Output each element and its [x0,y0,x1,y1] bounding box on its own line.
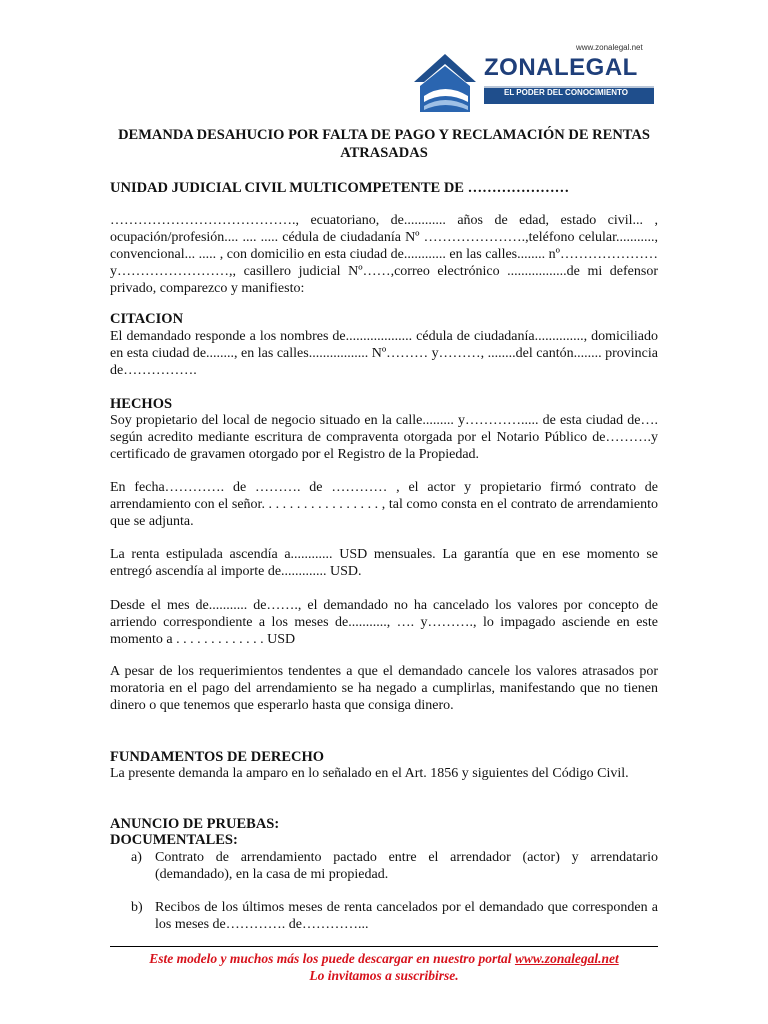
fundamentos-paragraph: La presente demanda la amparo en lo señalado en el Art. 1856 y siguientes del Código Civil. [110,766,629,781]
list-item-text: Recibos de los últimos meses de renta cancelados por el demandado que corresponden a los meses de…………. de…………... [155,900,658,932]
hechos-heading: HECHOS [110,396,173,412]
house-logo-icon [412,52,478,114]
footer-line-2: Lo invitamos a suscribirse. [309,968,459,983]
hechos-paragraph-4: Desde el mes de........... de……., el demandado no ha cancelado los valores por concepto de arriendo correspondiente a los meses de..........., …. y………., lo impagado asciende en este momento a . . . . . . . . . . . . . USD [110,598,658,647]
unit-heading: UNIDAD JUDICIAL CIVIL MULTICOMPETENTE DE ………………… [110,180,570,196]
list-item [131,849,658,883]
pruebas-heading: ANUNCIO DE PRUEBAS: [110,816,280,832]
list-item [131,899,658,933]
hechos-paragraph-1: Soy propietario del local de negocio situado en la calle......... y…………..... de esta ciudad de…. según acredito mediante escritura de compraventa otorgada por el Notario Público de……….y certificado de gravamen otorgado por el Registro de la Propiedad. [110,413,658,462]
citacion-heading: CITACION [110,311,184,327]
intro-paragraph: …………………………………., ecuatoriano, de............ años de edad, estado civil... , ocupación/profesión.... .... ..... cédula de ciudadanía Nº ………………….,teléfono celular..........., convencional... ..... , con domicilio en esta ciudad de............ en las calles........ nº………………… y……………………,, casillero judicial Nº……,correo electrónico .................de mi defensor privado, comparezco y manifiesto: [110,213,658,296]
footer-portal-link[interactable]: www.zonalegal.net [514,951,619,966]
hechos-paragraph-2: En fecha…………. de ………. de ………… , el actor y propietario firmó contrato de arrendamiento con el señor. . . . . . . . . . . . . . . . . , tal como consta en el contrato de arrendamiento que se adjunta. [110,480,658,529]
hechos-paragraph-3: La renta estipulada ascendía a............ USD mensuales. La garantía que en ese momento se entregó ascendía al importe de............. USD. [110,547,658,579]
list-marker: b) [131,900,143,915]
footer-divider [110,946,658,947]
document-title: DEMANDA DESAHUCIO POR FALTA DE PAGO Y RECLAMACIÓN DE RENTAS ATRASADAS [118,127,650,161]
logo-url: www.zonalegal.net [576,43,643,52]
fundamentos-heading: FUNDAMENTOS DE DERECHO [110,749,325,765]
footer-line-1 [110,950,658,967]
logo-tagline: EL PODER DEL CONOCIMIENTO [504,88,629,97]
logo-name: ZONALEGAL [484,54,638,81]
list-marker: a) [131,850,142,865]
footer-text: Este modelo y muchos más los puede descargar en nuestro portal [149,951,515,966]
zonalegal-logo [412,42,662,114]
hechos-paragraph-5: A pesar de los requerimientos tendentes a que el demandado cancele los valores atrasados por moratoria en el pago del arrendamiento se ha negado a cumplirlas, manifestando que no tienen dinero o que tenemos que esperarlo hasta que consiga dinero. [110,664,658,713]
list-item-text: Contrato de arrendamiento pactado entre el arrendador (actor) y arrendatario (demandado), en la casa de mi propiedad. [155,850,658,882]
citacion-paragraph: El demandado responde a los nombres de................... cédula de ciudadanía.............., domiciliado en esta ciudad de........, en las calles................. Nº……… y………, ........del cantón........ provincia de……………. [110,329,658,378]
documentales-heading: DOCUMENTALES: [110,832,238,848]
